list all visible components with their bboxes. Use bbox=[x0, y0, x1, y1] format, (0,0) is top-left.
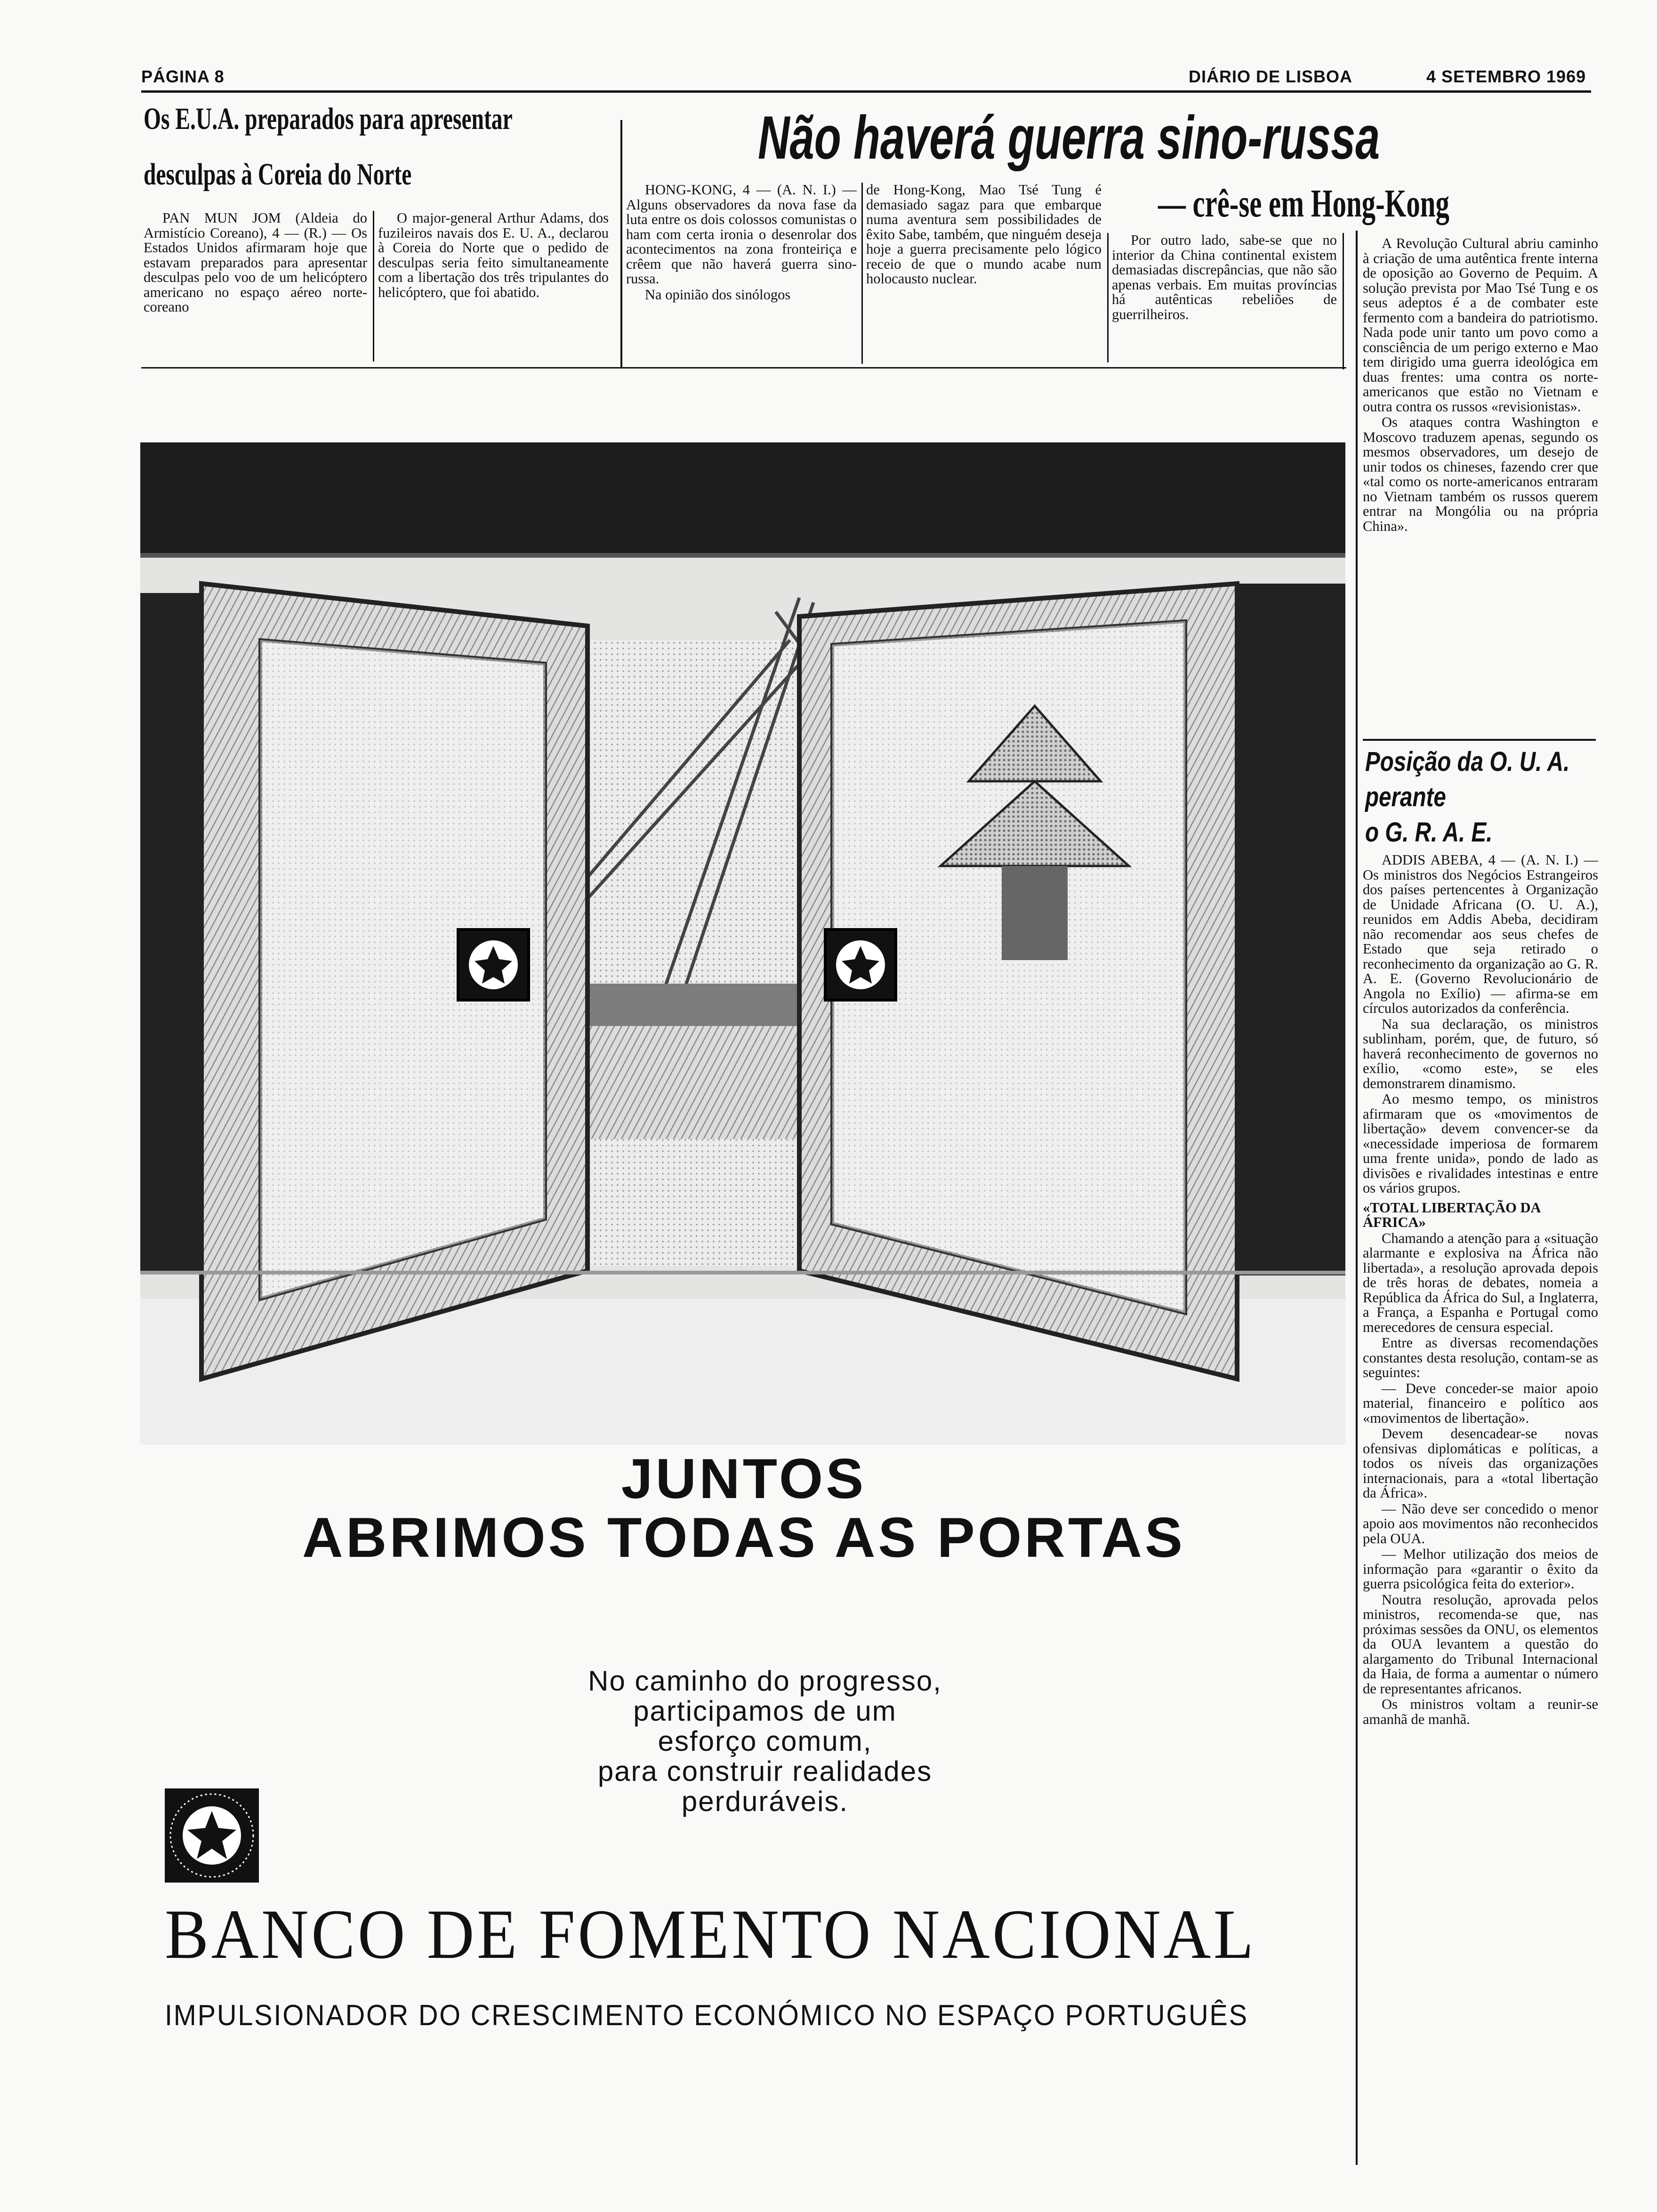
column-divider bbox=[1343, 233, 1344, 369]
article-usa-col2 bbox=[378, 211, 609, 366]
article-china-col3 bbox=[1112, 233, 1337, 367]
article-oua-p6: — Deve conceder-se maior apoio material, financeiro e político aos «movimentos de libertação». bbox=[1363, 1380, 1598, 1426]
article-oua-p2: Na sua declaração, os ministros sublinham, porém, que, de futuro, só haverá reconhecimento de governos no exílio, «como este», se eles demonstrarem dinamismo. bbox=[1363, 1016, 1598, 1091]
advert-tagline-line5: perduráveis. bbox=[681, 1786, 849, 1817]
bank-name: BANCO DE FOMENTO NACIONAL bbox=[165, 1895, 1256, 1973]
article-oua-p3: Ao mesmo tempo, os ministros afirmaram que os «movimentos de libertação» devem convencer-se da «necessidade imperiosa de formarem uma frente unida», pondo de lado as divisões e rivalidades intestinas e entre os vários grupos. bbox=[1363, 1091, 1598, 1196]
page-number: PÁGINA 8 bbox=[141, 67, 225, 86]
article-usa-col1 bbox=[144, 211, 367, 366]
masthead-rule bbox=[141, 90, 1591, 93]
advert-tagline-line1: No caminho do progresso, bbox=[588, 1665, 942, 1697]
advert-tagline-line2: participamos de um bbox=[633, 1695, 897, 1727]
advert-tagline bbox=[471, 1666, 1059, 1817]
article-oua-p9: — Melhor utilização dos meios de informação para «garantir o êxito da guerra psicológica feita do exterior». bbox=[1363, 1546, 1598, 1592]
article-china-col4-p1: A Revolução Cultural abriu caminho à criação de uma autêntica frente interna de oposição ao Governo de Pequim. A solução prevista por Mao Tsé Tung e os seus adeptos é a de combater este fermento com a bandeira do patriotismo. Nada pode unir tanto um povo como a consciência de um perigo externo e Mao tem dirigido uma guerra ideológica em duas frentes: uma contra os norte-americanos que estão no Vietnam e outra contra os russos «revisionistas». bbox=[1363, 236, 1598, 415]
article-oua-body bbox=[1363, 853, 1598, 2133]
article-china-col2-text: de Hong-Kong, Mao Tsé Tung é demasiado sagaz para que embarque numa aventura sem possibilidades de êxito Sabe, também, que ninguém deseja hoje a guerra precisamente pelo lógico receio de que o mundo acabe num holocausto nuclear. bbox=[866, 183, 1102, 287]
advert-tagline-line4: para construir realidades bbox=[597, 1755, 933, 1787]
bank-slogan: IMPULSIONADOR DO CRESCIMENTO ECONÓMICO NO ESPAÇO PORTUGUÊS bbox=[165, 1999, 1248, 2032]
article-oua-subhead: «TOTAL LIBERTAÇÃO DA ÁFRICA» bbox=[1363, 1199, 1540, 1230]
article-usa-col1-text: PAN MUN JOM (Aldeia do Armistício Coreano), 4 — (R.) — Os Estados Unidos afirmaram hoje que estavam preparados para apresentar desculpas pelo voo de um helicóptero americano no espaço aéreo norte-coreano bbox=[144, 211, 367, 315]
article-oua-p11: Os ministros voltam a reunir-se amanhã de manhã. bbox=[1363, 1696, 1598, 1727]
article-china-col1b-text: Na opinião dos sinólogos bbox=[645, 286, 791, 303]
door-logo-icon-right bbox=[825, 930, 896, 1000]
door-logo-icon-left bbox=[458, 930, 529, 1000]
headline-usa-line1: Os E.U.A. preparados para apresentar bbox=[144, 102, 513, 136]
column-divider bbox=[373, 211, 374, 361]
headline-oua-line2: perante bbox=[1365, 782, 1446, 812]
article-oua-p4: Chamando a atenção para a «situação alarmante e explosiva na África não libertada», a resolução aprovada depois de três horas de debates, nomeia a República da África do Sul, a Inglaterra, a França, a Espanha e Portugal como merecedores de censura especial. bbox=[1363, 1230, 1598, 1335]
article-usa-col2-text: O major-general Arthur Adams, dos fuzileiros navais dos E. U. A., declarou à Coreia do Norte que o pedido de desculpas seria feito simultaneamente com a libertação dos três tripulantes do helicóptero, que foi abatido. bbox=[378, 211, 609, 300]
advert-headline-line1: JUNTOS bbox=[621, 1447, 867, 1510]
headline-oua-line3: o G. R. A. E. bbox=[1365, 817, 1493, 848]
newspaper-name: DIÁRIO DE LISBOA bbox=[1189, 67, 1353, 86]
article-oua-p8: — Não deve ser concedido o menor apoio aos movimentos não reconhecidos pela OUA. bbox=[1363, 1500, 1598, 1547]
article-china-col4 bbox=[1363, 236, 1598, 735]
advert-headline-line2: ABRIMOS TODAS AS PORTAS bbox=[302, 1506, 1185, 1569]
article-oua-p10: Noutra resolução, aprovada pelos ministros, recomenda-se que, nas próximas sessões da ONU, os elementos da OUA levantem a questão do alargamento do Tribunal Internacional da Haia, de forma a aumentar o número de representantes africanos. bbox=[1363, 1591, 1598, 1697]
article-china-col3-text: Por outro lado, sabe-se que no interior da China continental existem demasiadas discrepâncias, que não são apenas verbais. Em muitas províncias há autênticas rebeliões de guerrilheiros. bbox=[1112, 233, 1337, 322]
article-china-col1 bbox=[626, 183, 857, 361]
article-oua-p5: Entre as diversas recomendações constantes desta resolução, contam-se as seguintes: bbox=[1363, 1335, 1598, 1380]
article-china-col1-text: HONG-KONG, 4 — (A. N. I.) — Alguns observadores da nova fase da luta entre os dois colossos comunistas o ham com certa ironia o desenrolar dos acontecimentos na zona fronteiriça e crêem que não haverá guerra sino-russa. bbox=[626, 183, 857, 287]
column-divider bbox=[1107, 233, 1109, 362]
article-oua-p1: ADDIS ABEBA, 4 — (A. N. I.) — Os ministros dos Negócios Estrangeiros dos países pertencentes à Organização de Unidade Africana (O. U. A.), reunidos em Addis Abeba, decidiram não recomendar aos seus chefes de Estado que seja retirado o reconhecimento da organização ao G. R. A. E. (Governo Revolucionário de Angola no Exílio) — afirma-se em círculos autorizados da conferência. bbox=[1363, 853, 1598, 1016]
bank-star-logo-icon bbox=[165, 1788, 259, 1883]
article-china-col2 bbox=[866, 183, 1102, 361]
headline-oua-line1: Posição da O. U. A. bbox=[1365, 746, 1570, 777]
article-oua-p7: Devem desencadear-se novas ofensivas diplomáticas e políticas, a todos os níveis das organizações internacionais, para a «total libertação da África». bbox=[1363, 1426, 1598, 1501]
advert-tagline-line3: esforço comum, bbox=[658, 1725, 872, 1757]
open-doors-illustration bbox=[140, 442, 1345, 1445]
column-divider bbox=[861, 183, 863, 364]
article-rule bbox=[141, 367, 1346, 369]
article-rule bbox=[1363, 739, 1596, 741]
column-divider bbox=[1356, 231, 1358, 2165]
column-divider bbox=[620, 120, 622, 367]
advert-photo bbox=[140, 442, 1345, 1445]
subheadline-china: — crê-se em Hong-Kong bbox=[1158, 182, 1449, 225]
headline-china: Não haverá guerra sino-russa bbox=[758, 103, 1380, 172]
article-china-col4-p2: Os ataques contra Washington e Moscovo traduzem apenas, segundo os mesmos observadores, um desejo de unir todos os chineses, fazendo crer que «tal como os norte-americanos entraram no Vietnam também os russos querem entrar na Mongólia ou na própria China». bbox=[1363, 414, 1598, 534]
issue-date: 4 SETEMBRO 1969 bbox=[1426, 67, 1586, 86]
headline-usa-line2: desculpas à Coreia do Norte bbox=[144, 157, 412, 192]
